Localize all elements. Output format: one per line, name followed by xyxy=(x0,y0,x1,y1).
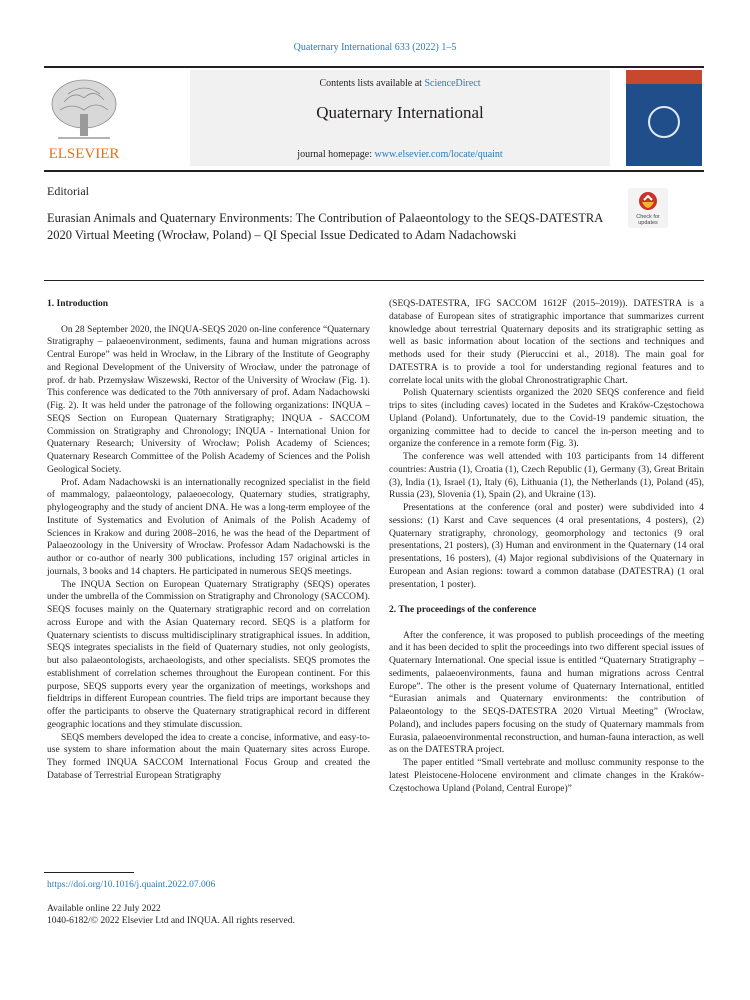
elsevier-logo xyxy=(44,74,124,164)
paragraph: The paper entitled “Small vertebrate and mollusc community response to the latest Pleistocene-Holocene environment and climate changes in the Kraków-Częstochowa Upland (Poland, Central Europe)” xyxy=(389,758,704,794)
crossmark-line2: updates xyxy=(638,220,658,226)
paragraph: The INQUA Section on European Quaternary Stratigraphy (SEQS) operates under the umbrella of the Commission on Stratigraphy and Chronology (SACCOM). SEQS focuses mainly on the Quaternary stratigraphic record and on correlation across Europe and with the Asian Quaternary record. SEQS is a platform for Quaternary scientists to discuss multidisciplinary stratigraphical issues. In addition, SEQS integrates specialists in the field of Quaternary studies, not only geologists, but also palaeontologists, archaeologists, and other specialists. SEQS promotes the establishment of correlation schemes throughout the European continent. For this purpose, SEQS supports every year the organization of meetings, workshops and fieldtrips in different European countries. The field trips are important because they offer the participants to observe the Quaternary stratigraphical record in different geographic locations and they stimulate discussion. xyxy=(47,579,370,730)
homepage-link[interactable]: www.elsevier.com/locate/quaint xyxy=(374,149,503,160)
paragraph: (SEQS-DATESTRA, IFG SACCOM 1612F (2015–2019)). DATESTRA is a database of European sites of stratigraphic importance that summarizes current knowledge about terrestrial Quaternary deposits and its stratigraphic setting as well as basic information about location of the sections and techniques and methods used for their study (Pieruccini et al., 2018). The main goal for DATESTRA is to provide a tool for understanding regional features and to correlate local units with the global Chronostratigraphic Chart. xyxy=(389,299,704,386)
crossmark-line1: Check for xyxy=(636,214,660,220)
journal-homepage xyxy=(190,149,610,160)
title-rule xyxy=(44,280,704,281)
journal-reference[interactable]: Quaternary International 633 (2022) 1–5 xyxy=(293,42,457,53)
crossmark-badge[interactable] xyxy=(628,188,668,228)
doi-link[interactable]: https://doi.org/10.1016/j.quaint.2022.07.006 xyxy=(47,880,216,890)
paragraph: Polish Quaternary scientists organized the 2020 SEQS conference and field trips to sites (including caves) located in the Sudetes and Kraków-Częstochowa Upland (Poland). Unfortunately, due to the Covid-19 pandemic situation, the organizing committee had to decide to cancel the in-person meeting and to organize the conference in a remote form (Fig. 3). xyxy=(389,388,704,450)
crossmark-icon xyxy=(628,188,668,228)
cover-emblem-icon xyxy=(648,106,680,138)
cover-band xyxy=(626,70,702,84)
paragraph: Presentations at the conference (oral and poster) were subdivided into 4 sessions: (1) Karst and Cave sequences (4 oral presentations, 4 posters), (2) Quaternary stratigraphy, chronology, geomorphology and tectonics (9 oral presentations, 21 posters), (3) Human and environment in the Quaternary (14 oral presentations, 16 posters), (4) Major regional subdivisions of the Quaternary in European and Asian regions: toward a common database (DATESTRA) (1 oral presentation, 1 poster). xyxy=(389,503,704,590)
paragraph: The conference was well attended with 103 participants from 14 different countries: Austria (1), Croatia (1), Czech Republic (1), Germany (3), Great Britain (3), India (1), Israel (1), Italy (6), Lithuania (1), the Netherlands (1), Poland (45), Russia (23), Slovenia (1), Spain (2), and Ukraine (13). xyxy=(389,452,704,501)
paragraph: On 28 September 2020, the INQUA-SEQS 2020 on-line conference “Quaternary Stratigraphy – palaeoenvironment, sediments, fauna and human migrations across Central Europe” was held in Wrocław, in the Library of the Institute of Geography and Regional Development of the University of Wrocław, under the patronage of prof. dr hab. Przemysław Wiszewski, Rector of the University of Wrocław (Fig. 1). This conference was dedicated to the 70th anniversary of prof. Adam Nadachowski (Fig. 2). It was held under the patronage of the following organizations: INQUA – SEQS Section on European Quaternary Stratigraphy; INQUA - SACCOM Commission on Stratigraphy and Chronology; INQUA - International Union for Quaternary Research; University of Wrocław; Polish Academy of Sciences; Quaternary Research Committee of the Polish Academy of Sciences and the Polish Geological Society. xyxy=(47,324,370,475)
publisher-wordmark: ELSEVIER xyxy=(48,146,120,162)
section-heading-proceedings: 2. The proceedings of the conference xyxy=(389,605,537,615)
section-label: Editorial xyxy=(47,184,89,198)
section-heading-introduction: 1. Introduction xyxy=(47,299,109,309)
article-title: Eurasian Animals and Quaternary Environments: The Contribution of Palaeontology to the SEQS-DATESTRA 2020 Virtual Meeting (Wrocław, Poland) – QI Special Issue Dedicated to Adam Nadachowski xyxy=(47,211,603,242)
sciencedirect-link[interactable]: ScienceDirect xyxy=(424,78,481,89)
journal-title: Quaternary International xyxy=(316,103,484,122)
paragraph: After the conference, it was proposed to publish proceedings of the meeting and it has been decided to split the proceedings into two different special issues of Quaternary International. One special issue is entitled “Quaternary Stratigraphy – sediments, palaeoenvironments, fauna and human migrations across Central Europe”. The other is the present volume of Quaternary International, entitled “Eurasian animals and Quaternary environments: the contribution of Palaeontology to the SEQS-DATESTRA 2020 Virtual Meeting” (Wrocław, Poland), and includes papers focusing on the study of Quaternary mammals from Eurasia, palaeoenvironmental reconstruction, and human-fauna interaction, as well as on the DATESTRA project. xyxy=(389,630,704,756)
contents-prefix: Contents lists available at xyxy=(319,78,425,89)
masthead-top-rule xyxy=(44,66,704,68)
left-column xyxy=(47,298,370,783)
right-column xyxy=(389,298,704,795)
homepage-prefix: journal homepage: xyxy=(297,149,375,160)
footer-rule xyxy=(44,872,134,873)
journal-cover-image xyxy=(626,70,702,166)
paragraph: SEQS members developed the idea to create a concise, informative, and easy-to-use system to share information about the main Quaternary sites across Europe. They formed INQUA SACCOM International Focus Group and created the Database of Terrestrial European Stratigraphy xyxy=(47,732,370,781)
contents-line xyxy=(190,78,610,89)
available-online-date: Available online 22 July 2022 xyxy=(47,904,161,914)
elsevier-tree-icon xyxy=(44,74,124,164)
masthead-bottom-rule xyxy=(44,170,704,172)
paragraph: Prof. Adam Nadachowski is an internationally recognized specialist in the field of mammalogy, palaeontology, palaeoecology, Quaternary studies, stratigraphy, phylogeography and the study of ancient DNA. He was a long-term employee of the Institute of Systematics and Evolution of Animals of the Polish Academy of Sciences in Krakow and during 2008–2016, he was the head of the Department of Palaeozoology in the University of Wrocław. Professor Adam Nadachowski is the author or co-author of nearly 300 publications, including 157 original articles in journals, 3 books and 14 chapters. He participated in numerous SEQS meetings. xyxy=(47,477,370,577)
issn-copyright: 1040-6182/© 2022 Elsevier Ltd and INQUA. All rights reserved. xyxy=(47,916,295,926)
